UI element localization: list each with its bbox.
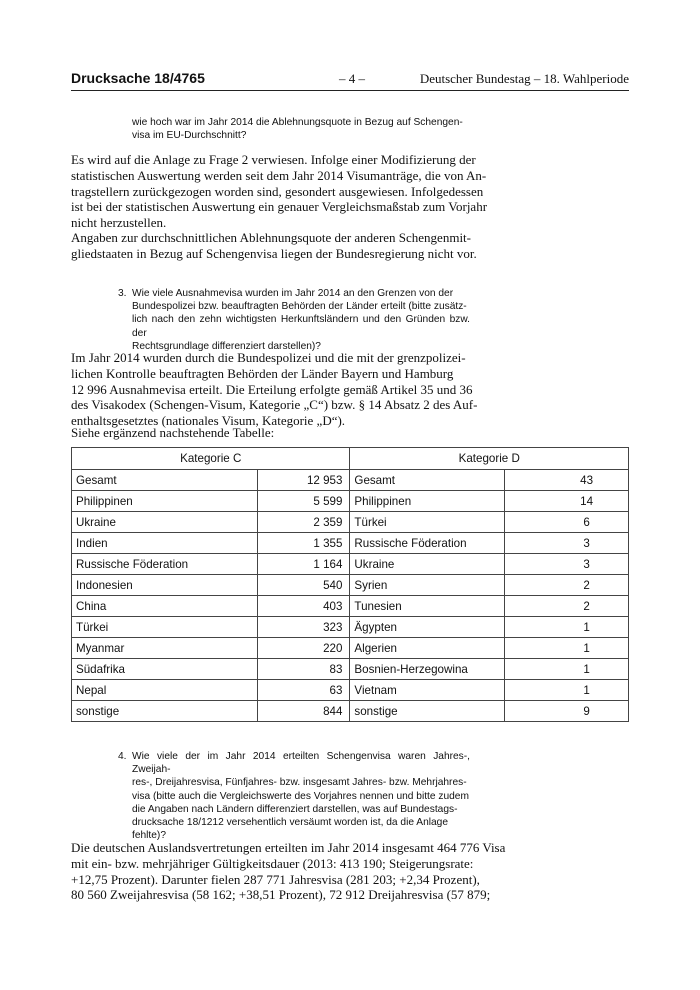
table-row — [72, 617, 629, 638]
count-c: 5 599 — [257, 491, 350, 512]
country-d: Ukraine — [350, 554, 505, 575]
count-c: 1 164 — [257, 554, 350, 575]
question-line: Bundespolizei bzw. beauftragten Behörden der Länder erteilt (bitte zusätz- — [132, 301, 467, 313]
table-intro: Siehe ergänzend nachstehende Tabelle: — [71, 425, 275, 440]
question-number: 4. — [118, 751, 127, 762]
table-row — [72, 659, 629, 680]
table-row — [72, 512, 629, 533]
page-header — [71, 68, 629, 91]
count-d: 9 — [505, 701, 629, 722]
count-d: 2 — [505, 575, 629, 596]
ausnahmevisa-table — [71, 447, 629, 722]
question-line: Wie viele Ausnahmevisa wurden im Jahr 2014 an den Grenzen von der — [132, 288, 454, 299]
count-c: 12 953 — [257, 470, 350, 491]
count-d: 1 — [505, 680, 629, 701]
country-c: sonstige — [72, 701, 258, 722]
question-3 — [118, 287, 470, 353]
count-d: 1 — [505, 659, 629, 680]
header-kategorie-c: Kategorie C — [72, 448, 350, 470]
question-number: 3. — [118, 288, 127, 299]
count-c: 323 — [257, 617, 350, 638]
country-d: Bosnien-Herzegowina — [350, 659, 505, 680]
count-d: 3 — [505, 554, 629, 575]
count-d: 14 — [505, 491, 629, 512]
country-c: Myanmar — [72, 638, 258, 659]
country-d: Russische Föderation — [350, 533, 505, 554]
table-row — [72, 491, 629, 512]
text-line: 12 996 Ausnahmevisa erteilt. Die Erteilung erfolgte gemäß Artikel 35 und 36 — [71, 381, 473, 397]
country-c: Philippinen — [72, 491, 258, 512]
count-d: 1 — [505, 617, 629, 638]
count-c: 844 — [257, 701, 350, 722]
country-d: Syrien — [350, 575, 505, 596]
text-line: 80 560 Zweijahresvisa (58 162; +38,51 Prozent), 72 912 Dreijahresvisa (57 879; — [71, 887, 491, 903]
question-line: lich nach den zehn wichtigsten Herkunftsländern und den Gründen bzw. der — [132, 314, 470, 339]
document-number: Drucksache 18/4765 — [71, 70, 205, 86]
country-d: Vietnam — [350, 680, 505, 701]
table-header-row — [72, 448, 629, 470]
country-c: Indonesien — [72, 575, 258, 596]
count-c: 2 359 — [257, 512, 350, 533]
count-c: 63 — [257, 680, 350, 701]
count-d: 3 — [505, 533, 629, 554]
count-c: 220 — [257, 638, 350, 659]
count-d: 1 — [505, 638, 629, 659]
text-line: +12,75 Prozent). Darunter fielen 287 771 Jahresvisa (281 203; +2,34 Prozent), — [71, 871, 480, 887]
text-line: mit ein- bzw. mehrjähriger Gültigkeitsdauer (2013: 413 190; Steigerungsrate: — [71, 855, 474, 871]
text-line: Im Jahr 2014 wurden durch die Bundespolizei und die mit der grenzpolizei- — [71, 350, 466, 365]
question-4 — [118, 750, 470, 842]
country-d: Algerien — [350, 638, 505, 659]
count-c: 403 — [257, 596, 350, 617]
question-line: Rechtsgrundlage differenziert darstellen)? — [132, 340, 321, 352]
question-line: Wie viele der im Jahr 2014 erteilten Schengenvisa waren Jahres-, Zweijah- — [132, 751, 470, 776]
country-d: Gesamt — [350, 470, 505, 491]
country-c: Russische Föderation — [72, 554, 258, 575]
header-kategorie-d: Kategorie D — [350, 448, 629, 470]
table-row — [72, 596, 629, 617]
question-line: wie hoch war im Jahr 2014 die Ablehnungsquote in Bezug auf Schengen- — [132, 117, 463, 128]
text-line: ist bei der statistischen Auswertung ein genauer Vergleichsmaßstab zum Vorjahr — [71, 199, 488, 215]
text-line: statistischen Auswertung werden seit dem Jahr 2014 Visumanträge, die von An- — [71, 167, 487, 183]
header-parliament: Deutscher Bundestag – 18. Wahlperiode — [419, 71, 629, 86]
table-row — [72, 680, 629, 701]
country-c: Türkei — [72, 617, 258, 638]
count-d: 2 — [505, 596, 629, 617]
text-line: lichen Kontrolle beauftragten Behörden der Länder Bayern und Hamburg — [71, 365, 454, 381]
answer-3-paragraph — [71, 350, 629, 429]
answer-2-paragraph-1 — [71, 152, 629, 231]
table-row — [72, 470, 629, 491]
count-c: 540 — [257, 575, 350, 596]
table-row — [72, 701, 629, 722]
country-c: Ukraine — [72, 512, 258, 533]
question-line: die Angaben nach Ländern differenziert darstellen, was auf Bundestags- — [132, 803, 458, 815]
question-line: visa im EU-Durchschnitt? — [132, 130, 247, 142]
text-line: nicht herzustellen. — [71, 215, 167, 231]
text-line: Angaben zur durchschnittlichen Ablehnungsquote der anderen Schengenmit- — [71, 230, 471, 245]
country-d: sonstige — [350, 701, 505, 722]
text-line: tragstellern zurückgezogen worden sind, gesondert ausgewiesen. Infolgedessen — [71, 183, 484, 199]
count-d: 43 — [505, 470, 629, 491]
country-c: China — [72, 596, 258, 617]
question-line: visa (bitte auch die Vergleichswerte des Vorjahres nennen und bitte zudem — [132, 790, 469, 802]
country-d: Türkei — [350, 512, 505, 533]
question-line: fehlte)? — [132, 830, 166, 842]
country-c: Südafrika — [72, 659, 258, 680]
text-line: des Visakodex (Schengen-Visum, Kategorie „C“) bzw. § 14 Absatz 2 des Auf- — [71, 397, 478, 413]
text-line: gliedstaaten in Bezug auf Schengenvisa liegen der Bundesregierung nicht vor. — [71, 245, 477, 261]
question-line: res-, Dreijahresvisa, Fünfjahres- bzw. insgesamt Jahres- bzw. Mehrjahres- — [132, 777, 467, 789]
answer-2-paragraph-2 — [71, 230, 629, 262]
text-line: Es wird auf die Anlage zu Frage 2 verwiesen. Infolge einer Modifizierung der — [71, 152, 476, 167]
table-row — [72, 554, 629, 575]
table-row — [72, 533, 629, 554]
country-c: Nepal — [72, 680, 258, 701]
country-d: Tunesien — [350, 596, 505, 617]
country-d: Philippinen — [350, 491, 505, 512]
answer-4-paragraph — [71, 840, 629, 903]
table-row — [72, 575, 629, 596]
page-number: – 4 – — [339, 71, 365, 86]
country-c: Indien — [72, 533, 258, 554]
question-line: drucksache 18/1212 versehentlich versäumt worden ist, da die Anlage — [132, 817, 449, 829]
country-d: Ägypten — [350, 617, 505, 638]
table-row — [72, 638, 629, 659]
country-c: Gesamt — [72, 470, 258, 491]
count-d: 6 — [505, 512, 629, 533]
text-line: enthaltsgesetztes (nationales Visum, Kategorie „D“). — [71, 413, 346, 429]
question-2-continuation — [132, 116, 470, 142]
count-c: 1 355 — [257, 533, 350, 554]
text-line: Die deutschen Auslandsvertretungen erteilten im Jahr 2014 insgesamt 464 776 Visa — [71, 840, 506, 855]
count-c: 83 — [257, 659, 350, 680]
